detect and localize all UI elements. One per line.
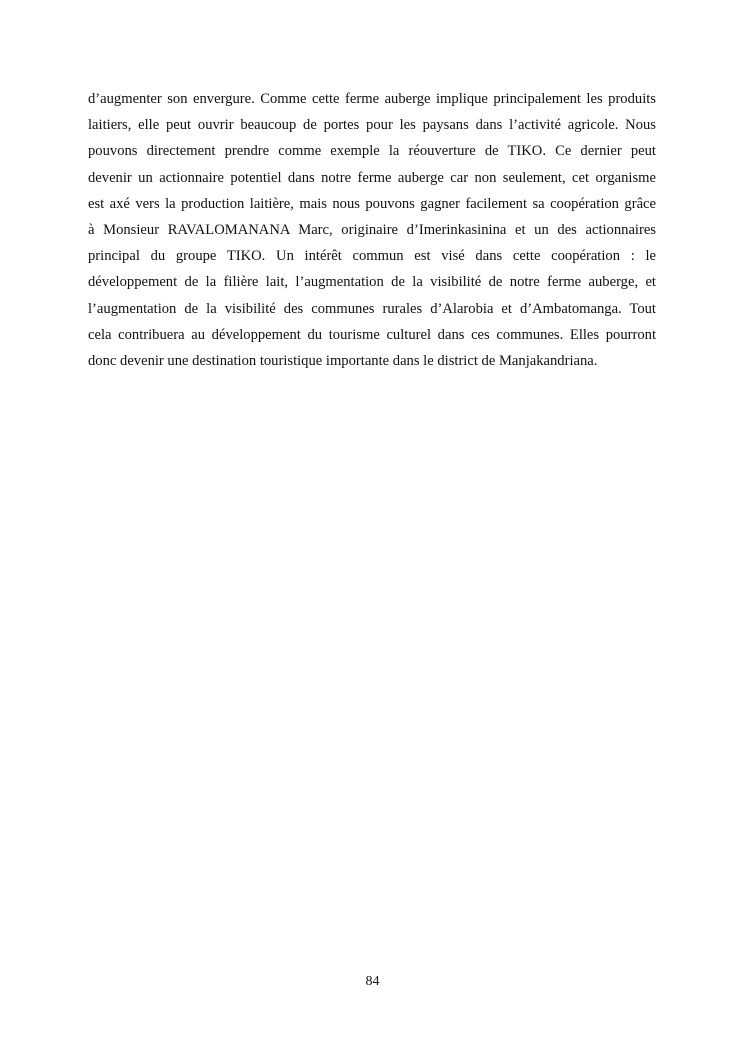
paragraph-line: cela contribuera au développement du tourisme culturel dans ces communes. Elles pourront xyxy=(88,326,656,343)
paragraph-line: développement de la filière lait, l’augmentation de la visibilité de notre ferme auberge, et xyxy=(88,274,656,291)
paragraph-line: principal du groupe TIKO. Un intérêt commun est visé dans cette coopération : le xyxy=(88,248,656,265)
paragraph-line: laitiers, elle peut ouvrir beaucoup de portes pour les paysans dans l’activité agricole. Nous xyxy=(88,117,656,134)
paragraph-line: donc devenir une destination touristique importante dans le district de Manjakandriana. xyxy=(88,353,598,370)
paragraph-line: d’augmenter son envergure. Comme cette ferme auberge implique principalement les produits xyxy=(88,91,656,107)
body-paragraph xyxy=(88,86,656,374)
paragraph-line: devenir un actionnaire potentiel dans notre ferme auberge car non seulement, cet organisme xyxy=(88,169,656,186)
paragraph-line: est axé vers la production laitière, mais nous pouvons gagner facilement sa coopération grâce xyxy=(88,195,656,212)
paragraph-line: à Monsieur RAVALOMANANA Marc, originaire d’Imerinkasinina et un des actionnaires xyxy=(88,222,656,239)
paragraph-line: pouvons directement prendre comme exemple la réouverture de TIKO. Ce dernier peut xyxy=(88,143,656,160)
paragraph-line: l’augmentation de la visibilité des communes rurales d’Alarobia et d’Ambatomanga. Tout xyxy=(88,300,656,317)
page-number: 84 xyxy=(365,974,380,989)
